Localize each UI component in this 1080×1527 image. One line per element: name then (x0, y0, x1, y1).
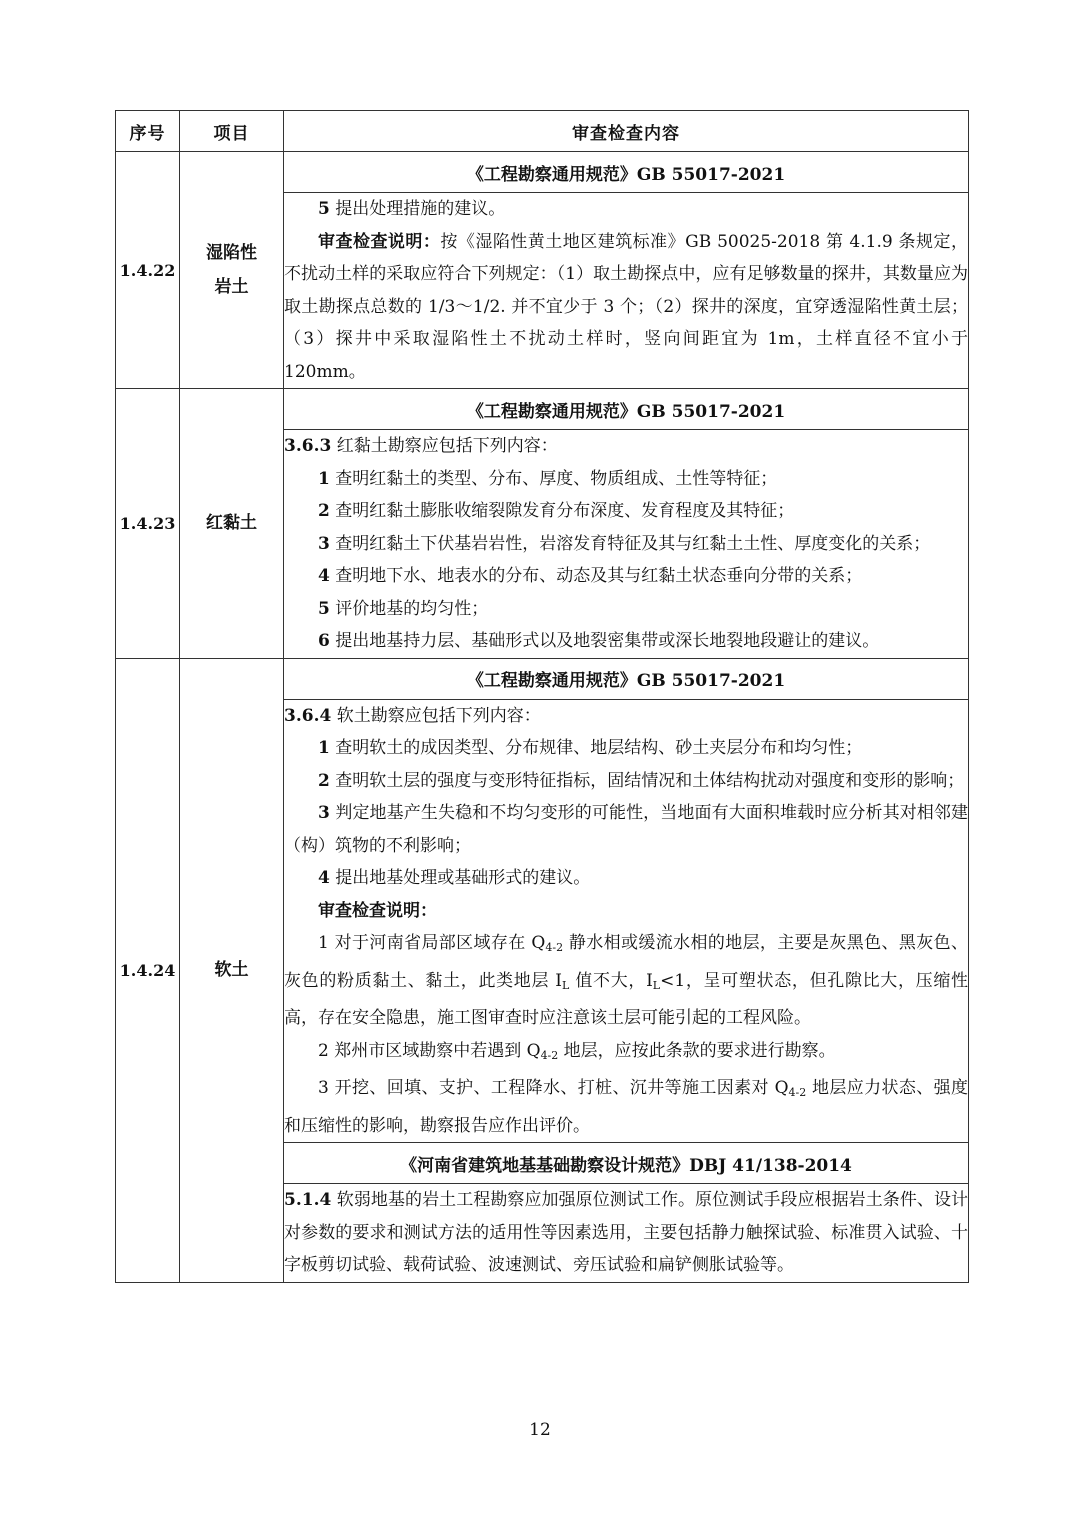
clause-number: 5.1.4 (284, 1190, 332, 1210)
clause-item-number: 1 (318, 738, 330, 758)
clause-item-text: 查明红黏土的类型、分布、厚度、物质组成、土性等特征； (335, 468, 778, 489)
clause-item-number: 4 (318, 868, 330, 888)
clause-text: 提出处理措施的建议。 (335, 199, 506, 219)
note-text: 3 开挖、回填、支护、工程降水、打桩、沉井等施工因素对 Q (318, 1078, 789, 1098)
row-item (180, 152, 284, 389)
clause-item-number: 5 (318, 598, 330, 619)
standard-title: 《工程勘察通用规范》GB 55017-2021 (284, 658, 969, 699)
row-item-line2: 岩土 (214, 277, 249, 297)
clause-item (284, 193, 968, 226)
review-table (115, 110, 969, 1283)
clause-item-text: 查明软土的成因类型、分布规律、地层结构、砂土夹层分布和均匀性； (335, 738, 863, 758)
clause-item (284, 765, 968, 798)
standard-title: 《河南省建筑地基基础勘察设计规范》DBJ 41/138-2014 (284, 1143, 969, 1184)
clause-item (284, 732, 968, 765)
review-note-text: 按《湿陷性黄土地区建筑标准》GB 50025-2018 第 4.1.9 条规定，不扰动土样的采取应符合下列规定：（1）取土勘探点中，应有足够数量的探井，其数量应为取土勘探点总数的 1/3～1/2. 并不宜少于 3 个；（2）探井的深度，宜穿透湿陷性黄土层；（3）探井中采取湿陷性土不扰动土样时，竖向间距宜为 1m，土样直径不宜小于 120mm。 (284, 231, 969, 382)
note-text: 地层应力状态、强度和压缩性的影响，勘察报告应作出评价。 (284, 1078, 968, 1136)
standard-title: 《工程勘察通用规范》GB 55017-2021 (284, 389, 969, 430)
clause-item-text: 评价地基的均匀性； (335, 598, 489, 619)
row-number: 1.4.24 (116, 658, 180, 1282)
clause-item (284, 625, 968, 658)
clause-intro (284, 430, 968, 463)
clause-intro (284, 700, 968, 733)
table-row (116, 152, 969, 193)
clause-text: 软弱地基的岩土工程勘察应加强原位测试工作。原位测试手段应根据岩土条件、设计对参数的要求和测试方法的适用性等因素选用，主要包括静力触探试验、标准贯入试验、十字板剪切试验、载荷试验、波速测试、旁压试验和扁铲侧胀试验等。 (284, 1190, 968, 1275)
review-note-label: 审查检查说明： (318, 900, 437, 921)
note-text: 1 对于河南省局部区域存在 Q (318, 933, 546, 953)
row-item: 红黏土 (180, 389, 284, 659)
row-number: 1.4.23 (116, 389, 180, 659)
clause-item-text: 查明红黏土下伏基岩岩性，岩溶发育特征及其与红黏土土性、厚度变化的关系； (335, 533, 931, 554)
note-subscript: 4-2 (545, 941, 564, 954)
content-cell (284, 1184, 969, 1283)
clause-text: 红黏土勘察应包括下列内容： (336, 436, 558, 456)
clause-item-text: 提出地基处理或基础形式的建议。 (335, 868, 591, 888)
clause-item-text: 提出地基持力层、基础形式以及地裂密集带或深长地裂地段避让的建议。 (335, 631, 880, 651)
note-subscript: 4-2 (788, 1086, 807, 1099)
clause-item-text: 查明红黏土膨胀收缩裂隙发育分布深度、发育程度及其特征； (335, 501, 795, 521)
clause-item-number: 2 (318, 770, 330, 791)
header-content: 审查检查内容 (284, 111, 969, 152)
review-note (284, 226, 968, 389)
clause-item-number: 2 (318, 501, 330, 521)
note-text: 值不大，I (569, 970, 653, 991)
note-text: 2 郑州市区域勘察中若遇到 Q (318, 1040, 541, 1061)
clause-item (284, 593, 968, 626)
clause-item (284, 862, 968, 895)
clause-number: 3.6.3 (284, 436, 332, 456)
clause-item-number: 1 (318, 468, 330, 489)
note-subscript: 4-2 (540, 1048, 559, 1062)
clause-item (284, 463, 968, 496)
note-text: 地层，应按此条款的要求进行勘察。 (558, 1040, 836, 1061)
clause-item (284, 495, 968, 528)
clause-item-number: 6 (318, 631, 330, 651)
note-text: <1，呈可塑状态，但孔隙比大，压缩性高，存在安全隐患，施工图审查时应注意该土层可能引起的工程风险。 (284, 970, 969, 1028)
note-subscript: L (561, 978, 570, 992)
clause-item (284, 797, 968, 862)
review-note-item (284, 1035, 968, 1073)
review-note-item (284, 927, 968, 1035)
header-no: 序号 (116, 111, 180, 152)
clause-item (284, 560, 968, 593)
content-cell (284, 699, 969, 1143)
row-number: 1.4.22 (116, 152, 180, 389)
clause-number: 3.6.4 (284, 705, 332, 726)
row-item-line1: 湿陷性 (206, 243, 257, 263)
review-note-label: 审查检查说明： (318, 231, 441, 252)
clause-item-text: 判定地基产生失稳和不均匀变形的可能性，当地面有大面积堆载时应分析其对相邻建（构）筑物的不利影响； (284, 803, 969, 856)
clause-item-number: 3 (318, 803, 330, 823)
clause-item-text: 查明软土层的强度与变形特征指标，固结情况和土体结构扰动对强度和变形的影响； (335, 770, 965, 791)
clause-text: 软土勘察应包括下列内容： (336, 705, 541, 726)
clause-item-number: 3 (318, 533, 330, 554)
note-text: 静水相或缓流水相的地层，主要是灰黑色、黑灰色、灰色的粉质黏土、黏土，此类地层 I (284, 933, 969, 991)
standard-title: 《工程勘察通用规范》GB 55017-2021 (284, 152, 969, 193)
clause-item (284, 528, 968, 561)
clause-intro (284, 1184, 968, 1282)
row-item: 软土 (180, 658, 284, 1282)
page-number: 12 (529, 1420, 551, 1440)
table-header-row (116, 111, 969, 152)
content-cell (284, 430, 969, 659)
clause-item-number: 4 (318, 566, 330, 586)
review-note-item (284, 1072, 968, 1142)
header-item: 项目 (180, 111, 284, 152)
content-cell (284, 193, 969, 389)
clause-number: 5 (318, 199, 330, 219)
clause-item-text: 查明地下水、地表水的分布、动态及其与红黏土状态垂向分带的关系； (335, 566, 863, 586)
table-row (116, 389, 969, 430)
note-subscript: L (652, 978, 661, 992)
table-row (116, 658, 969, 699)
